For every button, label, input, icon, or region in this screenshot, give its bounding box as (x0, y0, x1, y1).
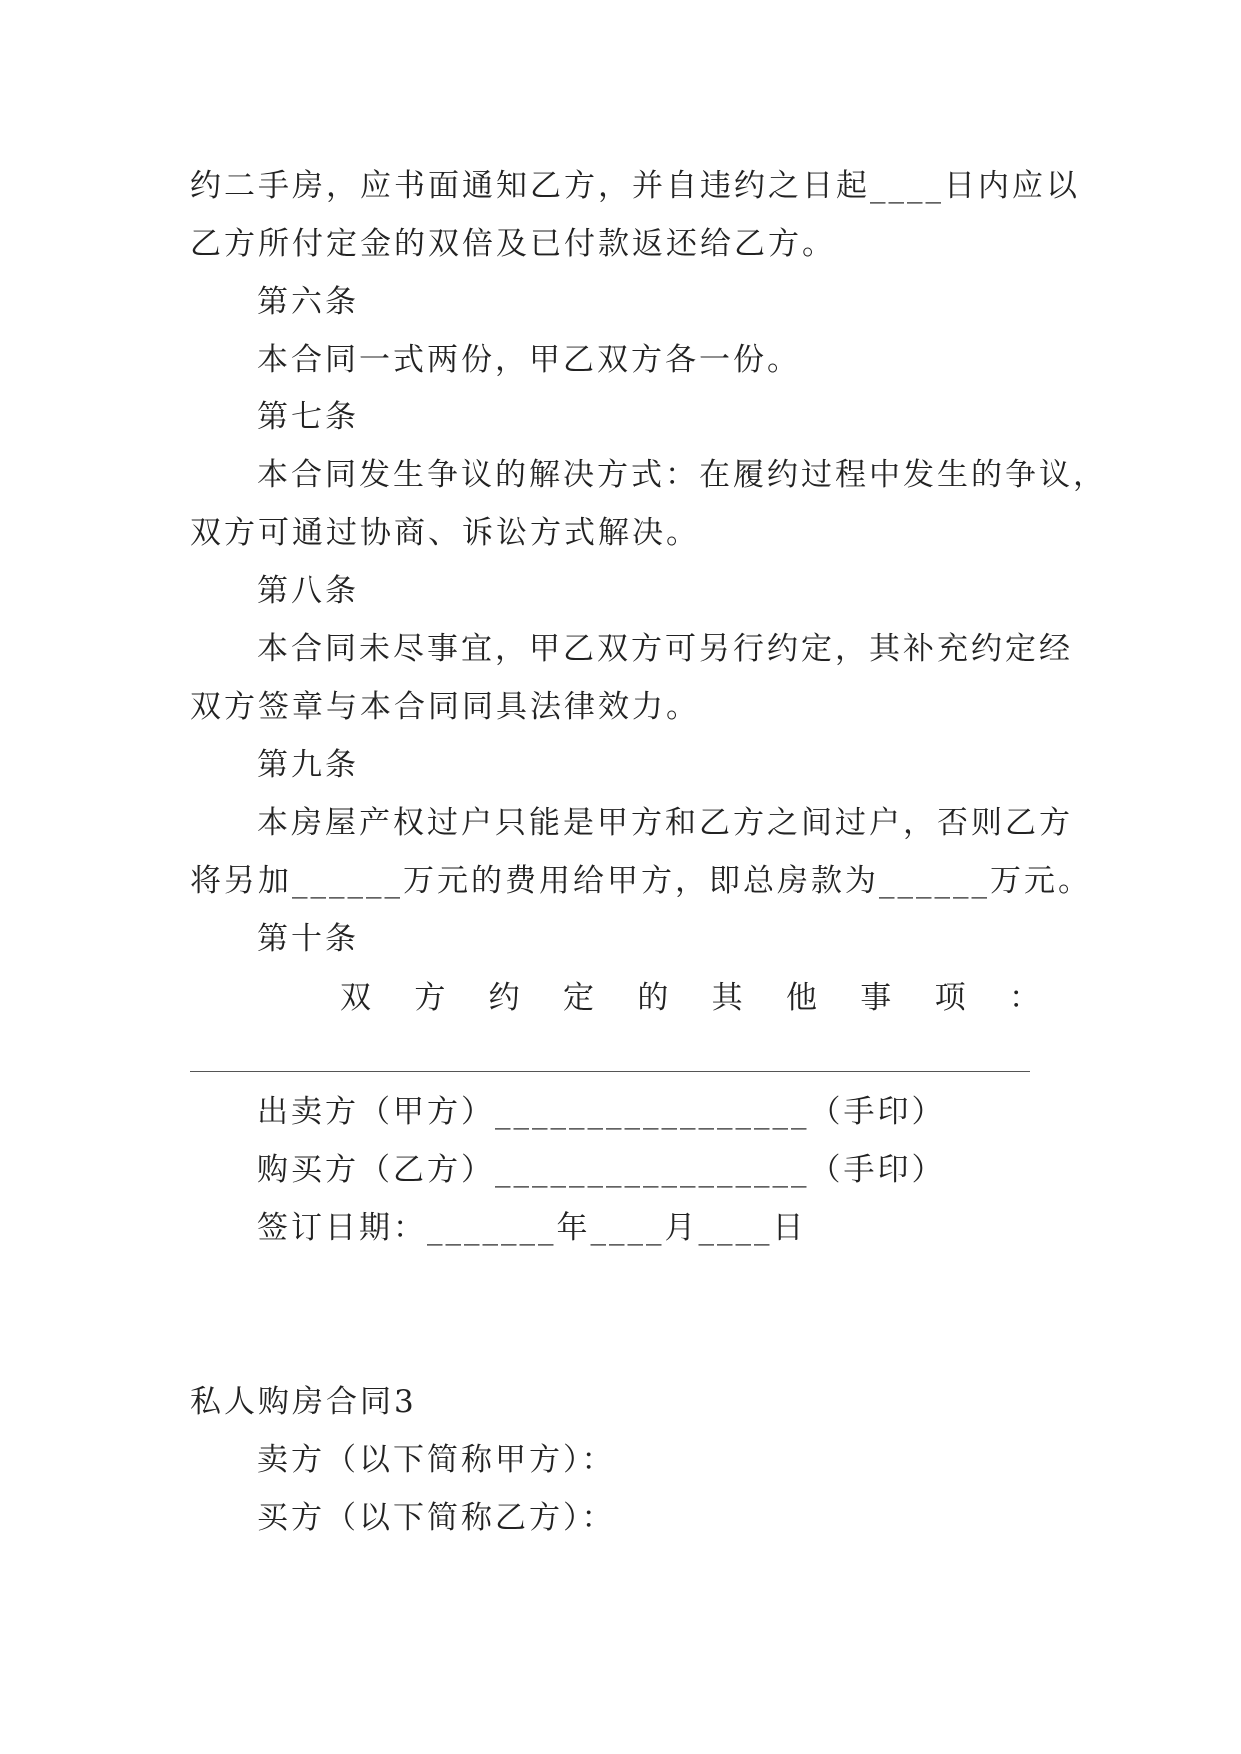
other-matters-char: 其 (711, 980, 743, 1016)
article-heading: 第七条 (257, 399, 359, 435)
other-matters-char: 他 (785, 980, 817, 1016)
contract-title: 私人购房合同3 (190, 1384, 417, 1420)
other-matters-char: 方 (414, 980, 446, 1016)
paragraph-line: 双方可通过协商、诉讼方式解决。 (190, 515, 700, 551)
paragraph-line: 乙方所付定金的双倍及已付款返还给乙方。 (190, 226, 836, 262)
buyer-party-line: 买方（以下简称乙方）： (257, 1500, 616, 1536)
article-heading: 第十条 (257, 921, 359, 957)
seller-signature-line: 出卖方（甲方）_________________（手印） (257, 1094, 946, 1130)
blank-fill-line (190, 1071, 1030, 1072)
other-matters-char: 双 (340, 980, 371, 1016)
signing-date-line: 签订日期：_______年____月____日 (257, 1210, 807, 1246)
paragraph-line: 本合同发生争议的解决方式：在履约过程中发生的争议， (257, 457, 1107, 493)
other-matters-char: 项 (934, 980, 966, 1016)
paragraph-line: 双方签章与本合同同具法律效力。 (190, 689, 700, 725)
other-matters-line (340, 978, 1040, 1018)
article-heading: 第八条 (257, 573, 359, 609)
article-heading: 第九条 (257, 747, 359, 783)
other-matters-char: 约 (488, 980, 520, 1016)
other-matters-char: 的 (637, 980, 669, 1016)
paragraph-line: 本合同一式两份，甲乙双方各一份。 (257, 342, 801, 378)
article-heading: 第六条 (257, 284, 359, 320)
paragraph-line: 约二手房，应书面通知乙方，并自违约之日起____日内应以 (190, 168, 1080, 204)
other-matters-char: 定 (562, 980, 594, 1016)
paragraph-line: 本房屋产权过户只能是甲方和乙方之间过户，否则乙方 (257, 805, 1073, 841)
other-matters-char: ： (1008, 980, 1040, 1016)
seller-party-line: 卖方（以下简称甲方）： (257, 1442, 616, 1478)
paragraph-line: 本合同未尽事宜，甲乙双方可另行约定，其补充约定经 (257, 631, 1073, 667)
buyer-signature-line: 购买方（乙方）_________________（手印） (257, 1152, 946, 1188)
paragraph-line: 将另加______万元的费用给甲方，即总房款为______万元。 (190, 863, 1092, 899)
other-matters-char: 事 (860, 980, 892, 1016)
